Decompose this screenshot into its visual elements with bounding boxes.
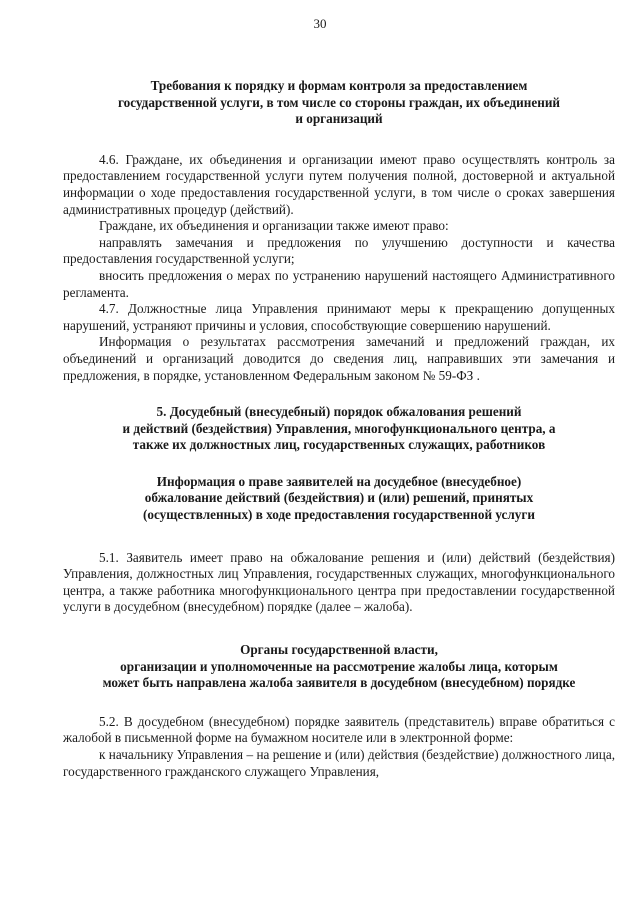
paragraph-right-proposals: вносить предложения о мерах по устранению нарушений настоящего Административного регламента.	[63, 267, 615, 300]
heading-line: Информация о праве заявителей на досудебное (внесудебное)	[156, 473, 522, 489]
heading-line: Органы государственной власти,	[240, 642, 438, 658]
document-body	[63, 78, 615, 780]
paragraph-head-appeal: к начальнику Управления – на решение и (или) действия (бездействие) должностного лица, государственного гражданского служащего Управления,	[63, 747, 615, 779]
subsection-heading-appeal-rights	[63, 474, 615, 524]
heading-line: организации и уполномоченные на рассмотрение жалобы лица, которым	[120, 658, 558, 674]
paragraph-rights-intro: Граждане, их объединения и организации также имеют право:	[99, 218, 449, 234]
paragraph-results-info: Информация о результатах рассмотрения замечаний и предложений граждан, их объединений и организаций доводится до сведения лиц, направивших эти замечания и предложения, в порядке, установленном Федеральным законом № 59-ФЗ .	[63, 334, 615, 383]
heading-line: (осуществленных) в ходе предоставления государственной услуги	[143, 507, 535, 523]
heading-line: и действий (бездействия) Управления, многофункционального центра, а	[122, 420, 556, 436]
subsection-heading-appeal-bodies	[63, 642, 615, 692]
heading-line: Требования к порядку и формам контроля за предоставлением	[150, 78, 528, 93]
heading-line: обжалование действий (бездействия) и (или) решений, принятых	[144, 490, 534, 506]
heading-line: 5. Досудебный (внесудебный) порядок обжалования решений	[156, 404, 522, 420]
paragraph-right-remarks: направлять замечания и предложения по улучшению доступности и качества предоставления государственной услуги;	[63, 234, 615, 267]
heading-line: государственной услуги, в том числе со стороны граждан, их объединений	[117, 94, 561, 110]
section-heading-pretrial-appeal	[63, 404, 615, 454]
heading-line: может быть направлена жалоба заявителя в досудебном (внесудебном) порядке	[102, 675, 576, 691]
paragraph-5-2: 5.2. В досудебном (внесудебном) порядке заявитель (представитель) вправе обратиться с жалобой в письменной форме на бумажном носителе или в электронной форме:	[63, 713, 615, 746]
paragraph-4-6: 4.6. Граждане, их объединения и организации имеют право осуществлять контроль за предоставлением государственной услуги путем получения полной, достоверной и актуальной информации о ходе предоставления государственной услуги, в том числе о сроках завершения административных процедур (действий).	[63, 151, 615, 217]
section-heading-control-requirements	[63, 78, 615, 128]
paragraph-5-1: 5.1. Заявитель имеет право на обжалование решения и (или) действий (бездействия) Управления, должностных лиц Управления, государственных служащих, многофункционального центра, а также работника многофункционального центра при предоставлении государственной услуги в досудебном (внесудебном) порядке (далее – жалоба).	[63, 549, 615, 615]
page-number: 30	[313, 16, 327, 31]
paragraph-4-7: 4.7. Должностные лица Управления принимают меры к прекращению допущенных нарушений, устраняют причины и условия, способствующие совершению нарушений.	[63, 301, 615, 333]
heading-line: также их должностных лиц, государственных служащих, работников	[132, 437, 546, 453]
heading-line: и организаций	[295, 111, 383, 127]
